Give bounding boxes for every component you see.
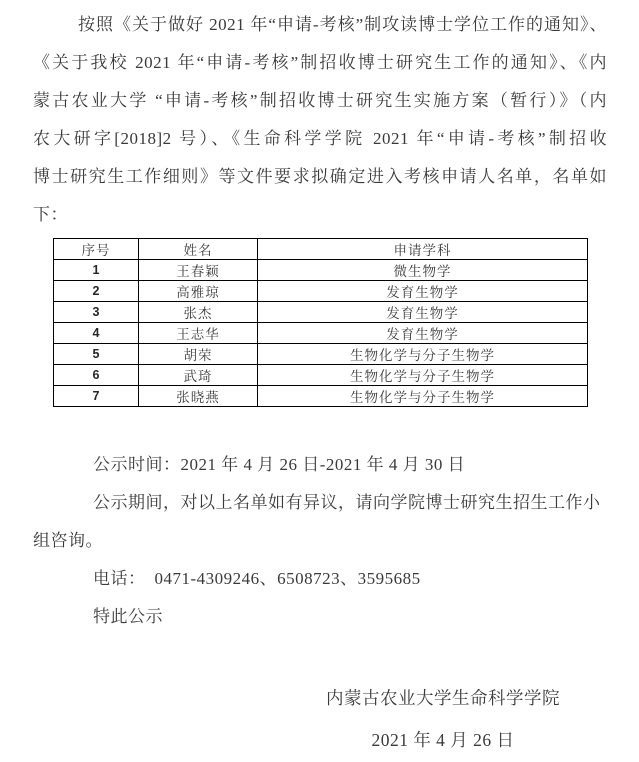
- cell-major: 发育生物学: [258, 281, 588, 302]
- cell-no: 1: [54, 260, 139, 281]
- intro-paragraph: [33, 6, 607, 234]
- table-row: [54, 386, 588, 407]
- signature-date: 2021 年 4 月 26 日: [371, 730, 515, 750]
- cell-major: 生物化学与分子生物学: [258, 365, 588, 386]
- cell-no: 6: [54, 365, 139, 386]
- cell-name: 武琦: [139, 365, 258, 386]
- cell-major: 发育生物学: [258, 302, 588, 323]
- intro-line: 蒙古农业大学 “申请-考核”制招收博士研究生实施方案（暂行）》（内: [33, 91, 607, 110]
- cell-name: 王春颖: [139, 260, 258, 281]
- objection-line-1: 公示期间，对以上名单如有异议，请向学院博士研究生招生工作小: [93, 493, 601, 512]
- cell-major: 发育生物学: [258, 323, 588, 344]
- signature-org: 内蒙古农业大学生命科学学院: [326, 688, 560, 708]
- intro-line: 下：: [33, 205, 68, 224]
- intro-line: 博士研究生工作细则》等文件要求拟确定进入考核申请人名单，名单如: [33, 167, 607, 186]
- intro-line: 农大研字[2018]2 号）、《生命科学学院 2021 年“申请-考核”制招收: [33, 129, 607, 148]
- table-row: [54, 302, 588, 323]
- table-row: [54, 281, 588, 302]
- cell-no: 4: [54, 323, 139, 344]
- cell-no: 5: [54, 344, 139, 365]
- intro-line: 按照《关于做好 2021 年“申请-考核”制攻读博士学位工作的通知》、: [78, 15, 607, 34]
- cell-name: 张晓燕: [139, 386, 258, 407]
- col-header-name: 姓名: [139, 239, 258, 260]
- closing-line: 特此公示: [93, 607, 163, 626]
- cell-no: 7: [54, 386, 139, 407]
- table-row: [54, 323, 588, 344]
- table-row: [54, 260, 588, 281]
- table-row: [54, 365, 588, 386]
- applicant-table: [53, 238, 588, 407]
- cell-name: 张杰: [139, 302, 258, 323]
- table-header-row: [54, 239, 588, 260]
- publicity-time-line: 公示时间：2021 年 4 月 26 日-2021 年 4 月 30 日: [93, 455, 466, 474]
- col-header-no: 序号: [54, 239, 139, 260]
- cell-no: 3: [54, 302, 139, 323]
- cell-name: 王志华: [139, 323, 258, 344]
- intro-line: 《关于我校 2021 年“申请-考核”制招收博士研究生工作的通知》、《内: [33, 53, 607, 72]
- table-row: [54, 344, 588, 365]
- cell-major: 微生物学: [258, 260, 588, 281]
- cell-major: 生物化学与分子生物学: [258, 344, 588, 365]
- cell-major: 生物化学与分子生物学: [258, 386, 588, 407]
- notice-body: [33, 446, 607, 636]
- objection-line-2: 组咨询。: [33, 531, 103, 550]
- cell-no: 2: [54, 281, 139, 302]
- signature-block: [280, 677, 606, 761]
- col-header-major: 申请学科: [258, 239, 588, 260]
- cell-name: 胡荣: [139, 344, 258, 365]
- phone-line: 电话： 0471-4309246、6508723、3595685: [93, 569, 421, 588]
- cell-name: 高雅琼: [139, 281, 258, 302]
